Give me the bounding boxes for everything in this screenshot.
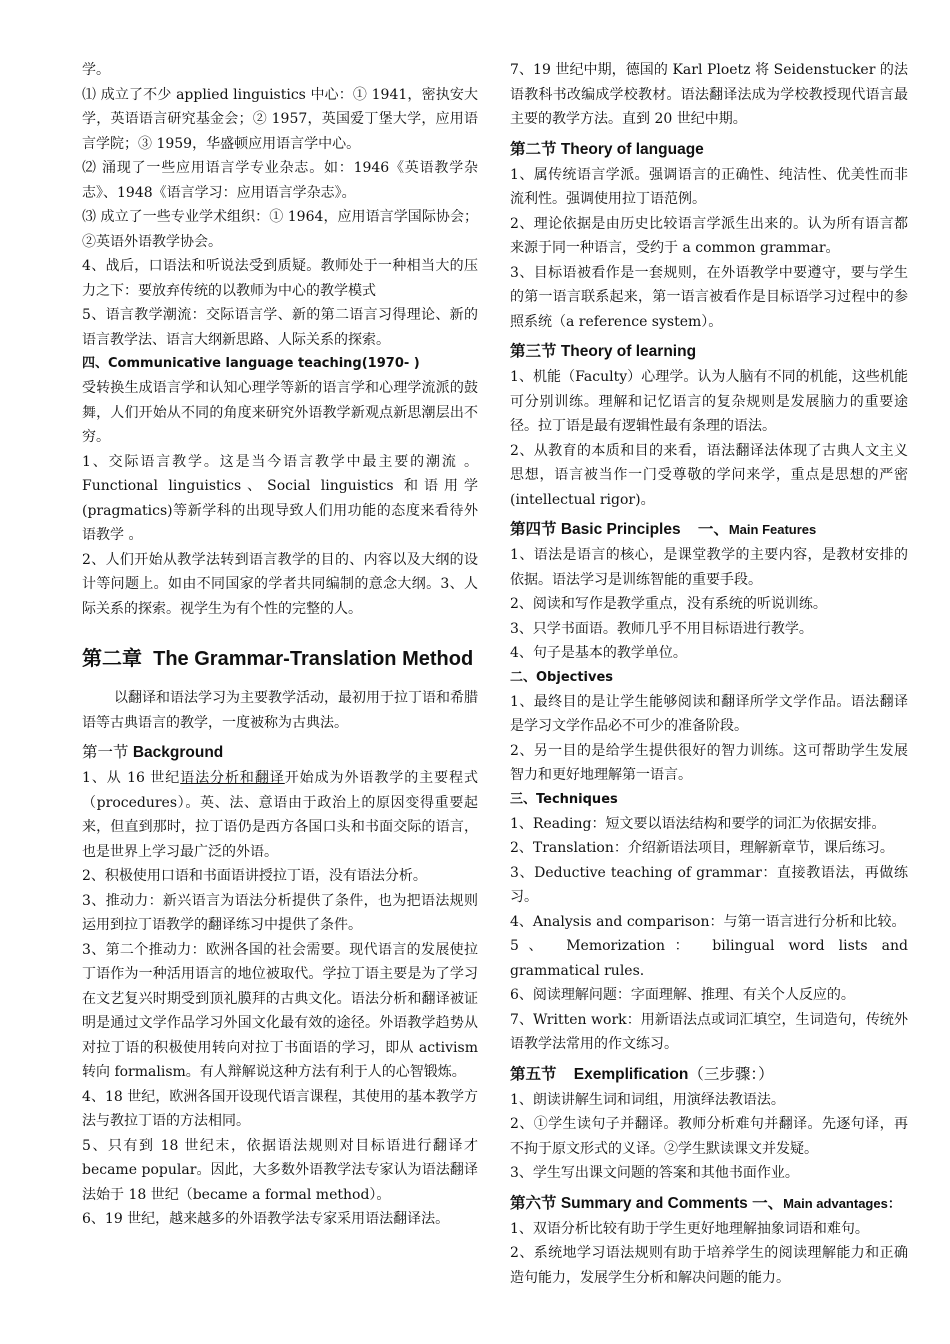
section-heading-background: 第一节 Background <box>82 743 224 761</box>
underlined-phrase: 语法分析和翻译 <box>180 770 285 786</box>
paragraph: 1、双语分析比较有助于学生更好地理解抽象词语和难句。 <box>510 1220 869 1237</box>
right-column <box>510 58 908 1290</box>
paragraph: 4、Analysis and comparison：与第一语言进行分析和比较。 <box>510 913 906 930</box>
paragraph: 2、理论依据是由历史比较语言学派生出来的。认为所有语言都来源于同一种语言，受约于 a common grammar。 <box>510 215 908 256</box>
paragraph: 3、推动力：新兴语言为语法分析提供了条件，也为把语法规则运用到拉丁语教学的翻译练习中提供了条件。 <box>82 892 478 933</box>
paragraph: 6、阅读理解问题：字面理解、推理、有关个人反应的。 <box>510 987 855 1003</box>
section-heading-theory-of-learning: 第三节 Theory of learning <box>510 342 697 360</box>
paragraph: 1、机能（Faculty）心理学。认为人脑有不同的机能，这些机能可分别训练。理解和记忆语言的复杂规则是发展脑力的重要途径。拉丁语是最有逻辑性最有条理的语法。 <box>510 369 908 434</box>
subheading-techniques: 三、Techniques <box>510 791 618 807</box>
section-heading-summary: 第六节 Summary and Comments 一、Main advantages： <box>510 1193 901 1212</box>
paragraph: 3、只学书面语。教师几乎不用目标语进行教学。 <box>510 620 813 637</box>
paragraph: ⑵ 涌现了一些应用语言学专业杂志。如：1946《英语教学杂志》、1948《语言学习：应用语言学杂志》。 <box>82 160 478 201</box>
paragraph: 1、交际语言教学。这是当今语言教学中最主要的潮流 。Functional linguistics、Social linguistics 和语用学(pragmatics)等新学科的出现导致人们用功能的态度来看待外语教学 。 <box>82 453 478 543</box>
chapter-name: The Grammar-Translation Method <box>153 648 474 670</box>
chapter-intro: 以翻译和语法学习为主要教学活动，最初用于拉丁语和希腊语等古典语言的教学，一度被称为古典法。 <box>82 690 478 731</box>
paragraph: 3、学生写出课文问题的答案和其他书面作业。 <box>510 1165 799 1181</box>
paragraph: 5、语言教学潮流：交际语言学、新的第二语言习得理论、新的语言教学法、语言大纲新思路、人际关系的探索。 <box>82 307 478 348</box>
paragraph: 2、系统地学习语法规则有助于培养学生的阅读理解能力和正确造句能力，发展学生分析和解决问题的能力。 <box>510 1245 908 1286</box>
paragraph: 2、积极使用口语和书面语讲授拉丁语，没有语法分析。 <box>82 868 427 884</box>
section-heading-exemplification: 第五节 Exemplification（三步骤：） <box>510 1064 774 1083</box>
paragraph: 1、从 16 世纪语法分析和翻译开始成为外语教学的主要程式（procedures）。英、法、意语由于政治上的原因变得重要起来，但直到那时，拉丁语仍是西方各国口头和书面交际的语言，也是世界上学习最广泛的外语。 <box>82 770 478 860</box>
left-column <box>82 58 478 1232</box>
paragraph: 2、①学生读句子并翻译。教师分析难句并翻译。先逐句译，再不拘于原文形式的义译。②学生默读课文并发疑。 <box>510 1116 908 1157</box>
paragraph: 2、Translation：介绍新语法项目，理解新章节，课后练习。 <box>510 840 894 856</box>
paragraph: 5、只有到 18 世纪末，依据语法规则对目标语进行翻译才 became popular。因此，大多数外语教学法专家认为语法翻译法始于 18 世纪（became a formal method）。 <box>82 1137 478 1203</box>
paragraph: 6、19 世纪，越来越多的外语教学法专家采用语法翻译法。 <box>82 1211 450 1227</box>
paragraph: 7、19 世纪中期，德国的 Karl Ploetz 将 Seidenstucker 的法语教科书改编成学校教材。语法翻译法成为学校教授现代语言最主要的教学方法。直到 20 世纪中期。 <box>510 62 908 127</box>
chapter-number: 第二章 <box>82 646 142 670</box>
paragraph: 2、从教育的本质和目的来看，语法翻译法体现了古典人文主义思想，语言被当作一门受尊敬的学问来学，重点是思想的严密(intellectual rigor)。 <box>510 442 908 508</box>
paragraph: 3、第二个推动力：欧洲各国的社会需要。现代语言的发展使拉丁语作为一种活用语言的地位被取代。学拉丁语主要是为了学习在文艺复兴时期受到顶礼膜拜的古典文化。语法分析和翻译被证明是通过文学作品学习外国文化最有效的途径。外语教学趋势从对拉丁语的积极使用转向对拉丁书面语的学习，即从 activism 转向 formalism。有人辩解说这种方法有利于人的心智锻炼。 <box>82 941 478 1080</box>
paragraph: 2、人们开始从教学法转到语言教学的目的、内容以及大纲的设计等问题上。如由不同国家的学者共同编制的意念大纲。3、人际关系的探索。视学生为有个性的完整的人。 <box>82 551 478 617</box>
paragraph: 1、属传统语言学派。强调语言的正确性、纯洁性、优美性而非流利性。强调使用拉丁语范例。 <box>510 166 908 207</box>
subheading-objectives: 二、Objectives <box>510 669 614 685</box>
paragraph: 1、最终目的是让学生能够阅读和翻译所学文学作品。语法翻译是学习文学作品必不可少的准备阶段。 <box>510 693 908 734</box>
paragraph: 5、 Memorization： bilingual word lists and grammatical rules. <box>510 938 908 979</box>
paragraph: 4、战后，口语法和听说法受到质疑。教师处于一种相当大的压力之下：要放弃传统的以教师为中心的教学模式 <box>82 258 478 299</box>
section-heading-basic-principles: 第四节 Basic Principles 一、Main Features <box>510 520 817 538</box>
paragraph: 1、Reading：短文要以语法结构和要学的词汇为依据安排。 <box>510 815 886 832</box>
section-heading-theory-of-language: 第二节 Theory of language <box>510 139 704 158</box>
paragraph: ⑶ 成立了一些专业学术组织：① 1964，应用语言学国际协会；②英语外语教学协会。 <box>82 209 478 250</box>
chapter-title <box>82 643 478 674</box>
paragraph: 7、Written work：用新语法点或词汇填空，生词造句，传统外语教学法常用的作文练习。 <box>510 1011 908 1052</box>
paragraph: 1、语法是语言的核心，是课堂教学的主要内容，是教材安排的依据。语法学习是训练智能的重要手段。 <box>510 547 908 588</box>
paragraph: 学。 <box>82 62 110 78</box>
paragraph: 4、18 世纪，欧洲各国开设现代语言课程，其使用的基本教学方法与教拉丁语的方法相同。 <box>82 1088 478 1129</box>
paragraph: 2、另一目的是给学生提供很好的智力训练。这可帮助学生发展智力和更好地理解第一语言。 <box>510 742 908 783</box>
paragraph: 4、句子是基本的教学单位。 <box>510 645 687 661</box>
paragraph: 受转换生成语言学和认知心理学等新的语言学和心理学流派的鼓舞，人们开始从不同的角度来研究外语教学新观点新思潮层出不穷。 <box>82 380 478 445</box>
paragraph: ⑴ 成立了不少 applied linguistics 中心：① 1941，密执安大学，英语语言研究基金会；② 1957，英国爱丁堡大学，应用语言学院；③ 1959，华盛顿应用语言学中心。 <box>82 86 478 152</box>
paragraph: 2、阅读和写作是教学重点，没有系统的听说训练。 <box>510 596 827 612</box>
subheading-communicative: 四、Communicative language teaching(1970- ) <box>82 356 420 371</box>
paragraph: 1、朗读讲解生词和词组，用演绎法教语法。 <box>510 1091 785 1108</box>
paragraph: 3、Deductive teaching of grammar：直接教语法，再做练习。 <box>510 864 908 905</box>
paragraph: 3、目标语被看作是一套规则，在外语教学中要遵守，要与学生的第一语言联系起来，第一语言被看作是目标语学习过程中的参照系统（a reference system）。 <box>510 264 908 330</box>
